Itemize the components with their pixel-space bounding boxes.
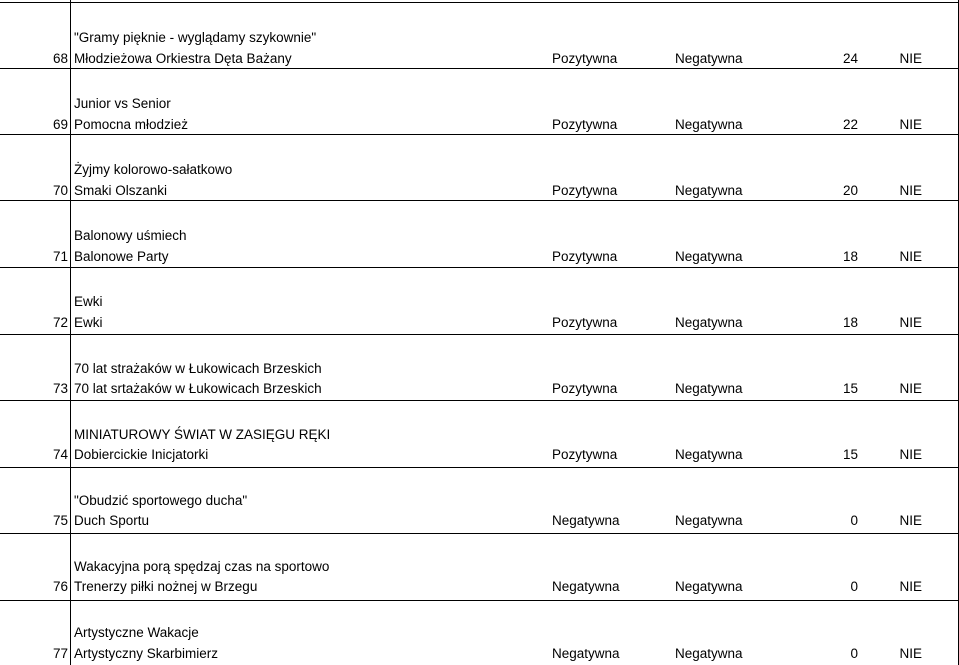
table-row[interactable] bbox=[0, 68, 959, 134]
decision: NIE bbox=[899, 513, 922, 528]
merit-assessment: Negatywna bbox=[675, 315, 743, 330]
merit-assessment: Negatywna bbox=[675, 513, 743, 528]
merit-assessment: Negatywna bbox=[675, 646, 743, 661]
project-title: Wakacyjna porą spędzaj czas na sportowo bbox=[74, 559, 330, 574]
row-number: 68 bbox=[52, 51, 68, 66]
points: 18 bbox=[842, 249, 858, 264]
formal-assessment: Pozytywna bbox=[552, 117, 618, 132]
project-title: 70 lat strażaków w Łukowicach Brzeskich bbox=[74, 361, 322, 376]
points: 0 bbox=[850, 646, 858, 661]
table-row[interactable] bbox=[0, 267, 959, 333]
decision: NIE bbox=[899, 249, 922, 264]
table-row[interactable] bbox=[0, 400, 959, 466]
row-number: 76 bbox=[52, 579, 68, 594]
formal-assessment: Pozytywna bbox=[552, 315, 618, 330]
row-number: 73 bbox=[52, 381, 68, 396]
merit-assessment: Negatywna bbox=[675, 183, 743, 198]
table-row[interactable] bbox=[0, 200, 959, 266]
applicant-name: Pomocna młodzież bbox=[74, 117, 189, 132]
points: 15 bbox=[842, 381, 858, 396]
project-title: MINIATUROWY ŚWIAT W ZASIĘGU RĘKI bbox=[74, 427, 331, 442]
row-number: 69 bbox=[52, 117, 68, 132]
project-title: Junior vs Senior bbox=[74, 96, 171, 111]
applicant-name: Trenerzy piłki nożnej w Brzegu bbox=[74, 579, 258, 594]
formal-assessment: Pozytywna bbox=[552, 381, 618, 396]
decision: NIE bbox=[899, 646, 922, 661]
merit-assessment: Negatywna bbox=[675, 579, 743, 594]
formal-assessment: Negatywna bbox=[552, 646, 620, 661]
decision: NIE bbox=[899, 381, 922, 396]
applicant-name: Artystyczny Skarbimierz bbox=[74, 646, 219, 661]
decision: NIE bbox=[899, 447, 922, 462]
points: 24 bbox=[842, 51, 858, 66]
merit-assessment: Negatywna bbox=[675, 381, 743, 396]
decision: NIE bbox=[899, 315, 922, 330]
table-row[interactable] bbox=[0, 467, 959, 533]
row-number: 75 bbox=[52, 513, 68, 528]
formal-assessment: Pozytywna bbox=[552, 183, 618, 198]
points: 22 bbox=[842, 117, 858, 132]
project-title: Żyjmy kolorowo-sałatkowo bbox=[74, 162, 233, 177]
table-row[interactable] bbox=[0, 533, 959, 599]
formal-assessment: Negatywna bbox=[552, 579, 620, 594]
applicant-name: Duch Sportu bbox=[74, 513, 150, 528]
decision: NIE bbox=[899, 117, 922, 132]
merit-assessment: Negatywna bbox=[675, 117, 743, 132]
row-number: 72 bbox=[52, 315, 68, 330]
project-title: Balonowy uśmiech bbox=[74, 228, 187, 243]
row-number: 77 bbox=[52, 646, 68, 661]
row-number: 71 bbox=[52, 249, 68, 264]
decision: NIE bbox=[899, 51, 922, 66]
applicant-name: 70 lat srtażaków w Łukowicach Brzeskich bbox=[74, 381, 322, 396]
table-row[interactable] bbox=[0, 134, 959, 200]
applicant-name: Ewki bbox=[74, 315, 103, 330]
table-row[interactable] bbox=[0, 600, 959, 665]
points: 0 bbox=[850, 579, 858, 594]
merit-assessment: Negatywna bbox=[675, 51, 743, 66]
formal-assessment: Pozytywna bbox=[552, 51, 618, 66]
project-title: "Gramy pięknie - wyglądamy szykownie" bbox=[74, 30, 317, 45]
table-row[interactable] bbox=[0, 2, 959, 68]
merit-assessment: Negatywna bbox=[675, 249, 743, 264]
decision: NIE bbox=[899, 183, 922, 198]
decision: NIE bbox=[899, 579, 922, 594]
formal-assessment: Pozytywna bbox=[552, 249, 618, 264]
merit-assessment: Negatywna bbox=[675, 447, 743, 462]
formal-assessment: Pozytywna bbox=[552, 447, 618, 462]
project-title: "Obudzić sportowego ducha" bbox=[74, 493, 248, 508]
applicant-name: Smaki Olszanki bbox=[74, 183, 168, 198]
points: 20 bbox=[842, 183, 858, 198]
points: 0 bbox=[850, 513, 858, 528]
applicant-name: Młodzieżowa Orkiestra Dęta Bażany bbox=[74, 51, 292, 66]
formal-assessment: Negatywna bbox=[552, 513, 620, 528]
table-row[interactable] bbox=[0, 334, 959, 400]
row-number: 70 bbox=[52, 183, 68, 198]
applicant-name: Balonowe Party bbox=[74, 249, 169, 264]
applicant-name: Dobiercickie Inicjatorki bbox=[74, 447, 209, 462]
points: 18 bbox=[842, 315, 858, 330]
points: 15 bbox=[842, 447, 858, 462]
row-number: 74 bbox=[52, 447, 68, 462]
project-title: Artystyczne Wakacje bbox=[74, 625, 199, 640]
project-title: Ewki bbox=[74, 294, 103, 309]
